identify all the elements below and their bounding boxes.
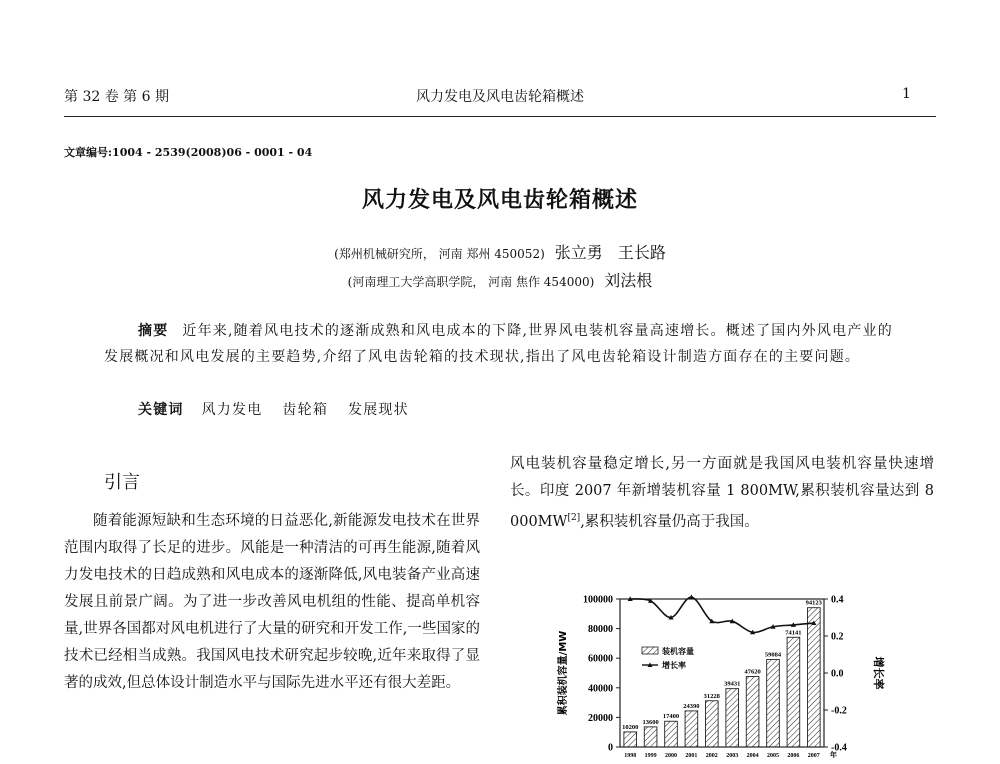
bar-capacity	[807, 608, 820, 747]
right-column	[510, 451, 934, 536]
citation: [2]	[567, 513, 581, 523]
y-right-tick-label: 0.0	[831, 668, 844, 680]
chart-svg	[548, 583, 948, 760]
affiliation-org: (河南理工大学高职学院， 河南 焦作 454000)	[347, 275, 595, 289]
abstract	[104, 318, 894, 370]
y-right-axis-label: 增长率	[872, 656, 885, 690]
bar-capacity	[624, 732, 637, 747]
x-tick-label: 2004	[746, 753, 759, 759]
y-left-tick-label: 80000	[588, 624, 613, 636]
abstract-text: 近年来,随着风电技术的逐渐成熟和风电成本的下降,世界风电装机容量高速增长。概述了国内外风电产业的发展概况和风电发展的主要趋势,介绍了风电齿轮箱的技术现状,指出了风电齿轮箱设计制造方面存在的主要问题。	[104, 323, 893, 365]
x-tick-label: 1999	[644, 753, 657, 759]
legend-label-growth: 增长率	[662, 661, 686, 670]
keyword: 发展现状	[348, 402, 409, 418]
y-right-tick-label: 0.4	[831, 594, 844, 606]
bar-data-label: 13600	[642, 718, 659, 726]
text-after-ref: ,累积装机容量仍高于我国。	[580, 513, 759, 530]
x-tick-label: 2006	[787, 753, 800, 759]
bar-capacity	[705, 701, 718, 747]
header-page-number: 1	[902, 86, 911, 102]
x-tick-label: 1998	[624, 753, 637, 759]
legend-label-capacity: 装机容量	[662, 647, 694, 656]
header-running-title: 风力发电及风电齿轮箱概述	[416, 89, 584, 105]
x-tick-label: 2002	[705, 753, 718, 759]
y-right-tick-label: -0.4	[831, 742, 847, 754]
y-left-tick-label: 40000	[588, 683, 613, 695]
keywords	[138, 399, 429, 419]
affiliation-line-1	[0, 240, 1000, 263]
header-volume-issue: 第 32 卷 第 6 期	[64, 89, 169, 105]
authors: 刘法根	[604, 271, 653, 290]
x-tick-label: 2000	[665, 753, 677, 759]
section-title: 引言	[104, 472, 140, 493]
growth-rate-line	[630, 597, 814, 632]
chart-figure	[548, 583, 948, 760]
y-right-tick-label: -0.2	[831, 705, 847, 717]
bar-capacity	[787, 637, 800, 747]
bar-capacity	[767, 660, 780, 747]
header-rule	[64, 116, 936, 117]
keyword: 风力发电	[201, 402, 263, 418]
paper-title: 风力发电及风电齿轮箱概述	[361, 188, 638, 213]
bar-data-label: 59084	[764, 651, 782, 659]
text-before-ref: 风电装机容量稳定增长,另一方面就是我国风电装机容量快速增长。印度 2007 年新增装机容量 1 800MW,累积装机容量达到 8 000MW	[510, 456, 934, 530]
y-left-tick-label: 20000	[588, 712, 613, 724]
bar-capacity	[726, 689, 739, 747]
legend-swatch-bar	[642, 647, 658, 654]
x-tick-label: 2001	[685, 753, 698, 759]
paragraph: 随着能源短缺和生态环境的日益恶化,新能源发电技术在世界范围内取得了长足的进步。风能是一种清洁的可再生能源,随着风力发电技术的日趋成熟和风电成本的逐渐降低,风电装备产业高速发展且前景广阔。为了进一步改善风电机组的性能、提高单机容量,世界各国都对风电机进行了大量的研究和开发工作,一些国家的技术已经相当成熟。我国风电技术研究起步较晚,近年来取得了显著的成效,但总体设计制造水平与国际先进水平还有很大差距。	[64, 513, 480, 691]
x-tick-label: 2007	[807, 753, 820, 759]
keywords-label: 关键词	[138, 402, 184, 418]
bar-data-label: 74141	[785, 629, 802, 637]
bar-data-label: 47620	[744, 668, 761, 676]
bar-capacity	[644, 727, 657, 747]
x-tick-label: 2005	[767, 753, 779, 759]
authors: 张立勇 王长路	[554, 243, 666, 262]
y-left-tick-label: 100000	[583, 594, 613, 606]
bar-data-label: 17400	[662, 713, 680, 721]
left-column	[64, 508, 480, 697]
abstract-label: 摘要	[138, 323, 169, 339]
y-left-tick-label: 0	[608, 742, 613, 754]
bar-capacity	[685, 711, 698, 747]
y-left-axis-label: 累积装机容量/MW	[558, 630, 569, 716]
bar-data-label: 31228	[703, 692, 720, 700]
affiliation-line-2	[0, 268, 1000, 291]
paragraph	[510, 451, 934, 536]
x-unit-label: 年	[830, 751, 837, 759]
y-right-tick-label: 0.2	[831, 631, 844, 643]
bar-capacity	[665, 721, 678, 747]
bar-capacity	[746, 677, 759, 747]
bar-data-label: 94123	[805, 599, 822, 607]
y-left-tick-label: 60000	[588, 653, 613, 665]
bar-data-label: 39431	[724, 680, 741, 688]
bar-data-label: 10200	[622, 723, 639, 731]
x-tick-label: 2003	[726, 753, 739, 759]
bar-data-label: 24390	[683, 702, 700, 710]
article-number: 文章编号:1004 - 2539(2008)06 - 0001 - 04	[64, 146, 313, 159]
keyword: 齿轮箱	[282, 402, 329, 418]
affiliation-org: (郑州机械研究所， 河南 郑州 450052)	[334, 247, 545, 261]
